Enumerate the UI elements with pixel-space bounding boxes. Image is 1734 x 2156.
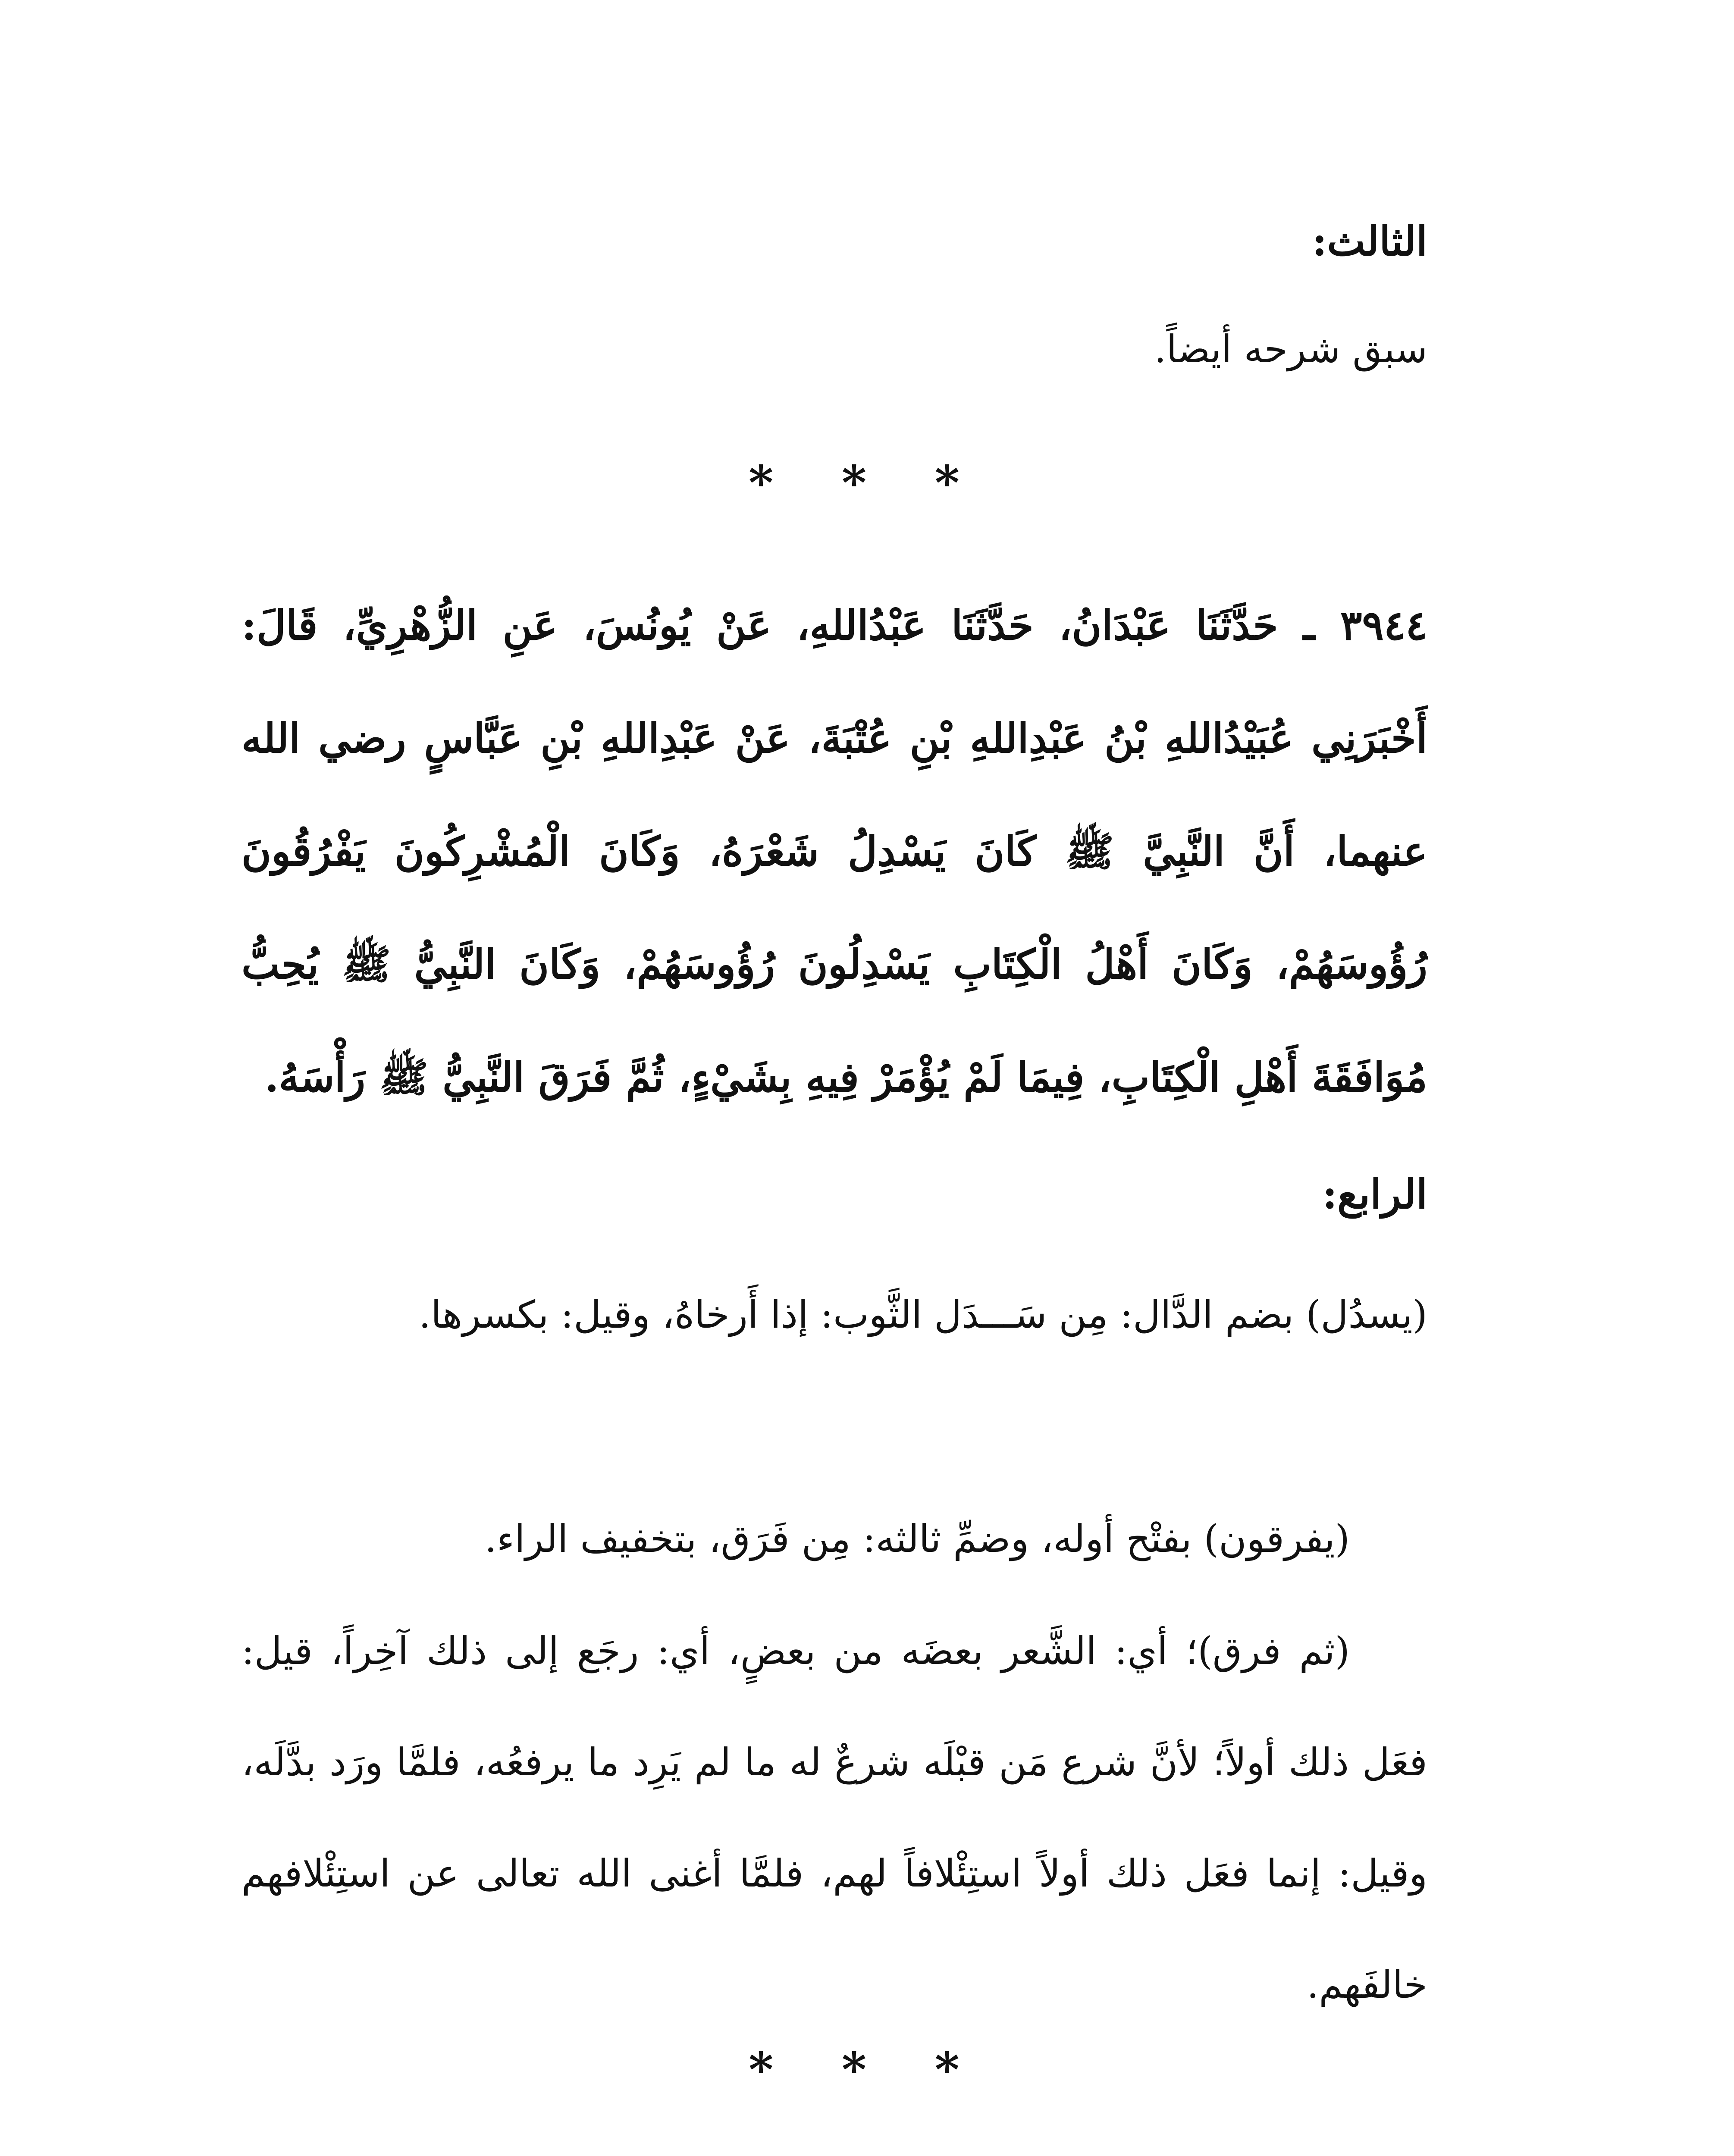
commentary-paragraph-thumma-faraqa: (ثم فرق)؛ أي: الشَّعر بعضَه من بعضٍ، أي: رجَع إلى ذلك آخِراً، قيل: فعَل ذلك أولاً؛ لأنَّ شرع مَن قبْلَه شرعٌ له ما لم يَرِد ما يرفعُه، فلمَّا ورَد بدَّلَه، وقيل: إنما فعَل ذلك أولاً استِئْلافاً لهم، فلمَّا أغنى الله تعالى عن استِئْلافهم خالفَهم. (241, 1629, 1427, 2007)
hadith-3944: ٣٩٤٤ ـ حَدَّثَنَا عَبْدَانُ، حَدَّثَنَا عَبْدُاللهِ، عَنْ يُونُسَ، عَنِ الزُّهْرِيِّ، قَالَ: أَخْبَرَنِي عُبَيْدُاللهِ بْنُ عَبْدِاللهِ بْنِ عُتْبَةَ، عَنْ عَبْدِاللهِ بْنِ عَبَّاسٍ رضي الله عنهما، أَنَّ النَّبِيَّ ﷺ كَانَ يَسْدِلُ شَعْرَهُ، وَكَانَ الْمُشْرِكُونَ يَفْرُقُونَ رُؤُوسَهُمْ، وَكَانَ أَهْلُ الْكِتَابِ يَسْدِلُونَ رُؤُوسَهُمْ، وَكَانَ النَّبِيُّ ﷺ يُحِبُّ مُوَافَقَةَ أَهْلِ الْكِتَابِ، فِيمَا لَمْ يُؤْمَرْ فِيهِ بِشَيْءٍ، ثُمَّ فَرَقَ النَّبِيُّ ﷺ رَأْسَهُ. (241, 602, 1427, 1101)
section-separator: * * * (748, 2042, 986, 2097)
commentary-paragraph-yafruqun: (يفرقون) بفتْح أوله، وضمِّ ثالثه: مِن فَرَق، بتخفيف الراء. (484, 1517, 1350, 1561)
section-separator: * * * (748, 455, 986, 511)
section-heading-third: الثالث: (1312, 218, 1427, 265)
section-third-text: سبق شرحه أيضاً. (1154, 327, 1427, 371)
section-heading-fourth: الرابع: (1322, 1171, 1427, 1218)
commentary-paragraph-yasdul: (يسدُل) بضم الدَّال: مِن سَـــدَل الثَّوب: إذا أَرخاهُ، وقيل: بكسرها. (418, 1292, 1427, 1337)
